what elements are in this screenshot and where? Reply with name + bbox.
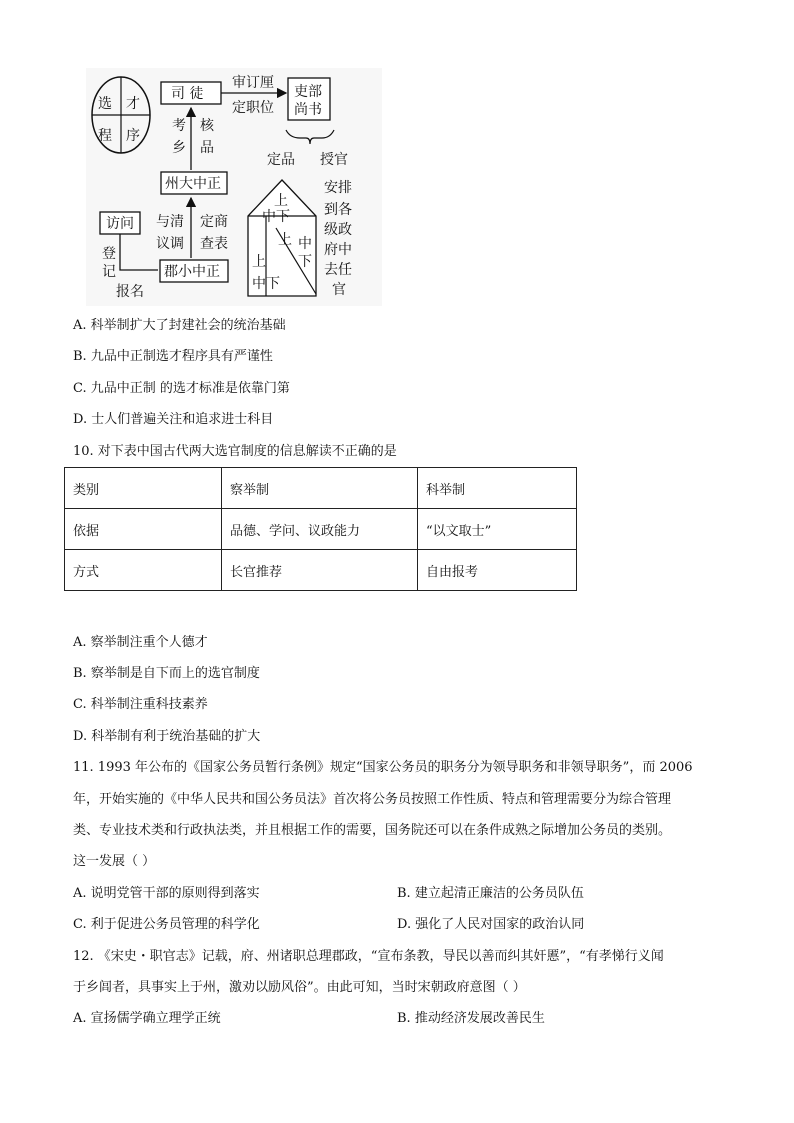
q12-line-1: 12. 《宋史・职官志》记载，府、州诸职总理郡政，“宣布条教，导民以善而纠其奸慝”，“有孝悌行义闻 (73, 949, 664, 964)
q9-option-b: B. 九品中正制选才程序具有严谨性 (73, 349, 273, 364)
yi-diao-label: 议调 (156, 236, 184, 252)
circle-text-3: 程 (98, 128, 112, 144)
q11-option-a: A. 说明党管干部的原则得到落实 (73, 886, 260, 901)
q11-line-4: 这一发展（ ） (73, 854, 156, 869)
circle-text-2: 才 (126, 96, 140, 112)
circle-text-1: 选 (98, 96, 112, 112)
q11-option-b: B. 建立起清正廉洁的公务员队伍 (397, 886, 584, 901)
pyramid-low-2: 中下 (252, 276, 280, 292)
right-col-6: 官 (332, 282, 346, 298)
zhou-da-label: 州大中正 (165, 176, 221, 192)
table-cell: 察举制 (222, 468, 418, 509)
diagram-svg (86, 68, 382, 306)
q10-stem: 10. 对下表中国古代两大选官制度的信息解读不正确的是 (73, 444, 397, 459)
libu-brace (286, 130, 334, 144)
table-cell: 品德、学问、议政能力 (222, 509, 418, 550)
comparison-table (64, 467, 577, 591)
deng-label: 登 (102, 246, 116, 262)
table-cell: 科举制 (418, 468, 577, 509)
q11-option-d: D. 强化了人民对国家的政治认同 (397, 917, 585, 932)
table-row (65, 509, 577, 550)
libu-label-2: 尚书 (294, 102, 322, 118)
q11-line-3: 类、专业技术类和行政执法类，并且根据工作的需要，国务院还可以在条件成熟之际增加公务员的类别。 (73, 823, 672, 838)
selection-process-diagram (86, 68, 382, 306)
kao-label: 考 (172, 118, 186, 134)
right-col-1: 安排 (324, 180, 352, 196)
xiang-label: 乡 (172, 140, 186, 156)
table-row (65, 550, 577, 591)
q10-option-c: C. 科举制注重科技素养 (73, 697, 208, 712)
fangwen-label: 访问 (106, 216, 134, 232)
he-label: 核 (200, 118, 214, 134)
q9-option-d: D. 士人们普遍关注和追求进士科目 (73, 412, 274, 427)
right-col-4: 府中 (324, 242, 352, 258)
pyramid-top-1: 上 (274, 193, 288, 209)
table-cell: “以文取士” (418, 509, 577, 550)
bao-ming-label: 报名 (116, 284, 144, 300)
ding-pin-label: 定品 (267, 152, 295, 168)
pin-label: 品 (200, 140, 214, 156)
ding-shang-label: 定商 (200, 214, 228, 230)
right-col-5: 去任 (324, 262, 352, 278)
pyramid-mid-2: 中 (298, 236, 312, 252)
circle-text-4: 序 (126, 128, 140, 144)
table-cell: 类别 (65, 468, 222, 509)
table-cell: 方式 (65, 550, 222, 591)
pyramid-low-1: 上 (252, 254, 266, 270)
fangwen-connector (120, 234, 158, 270)
shou-guan-label: 授官 (320, 152, 348, 168)
ji-label: 记 (102, 264, 116, 280)
table-cell: 自由报考 (418, 550, 577, 591)
pyramid-mid-3: 下 (298, 254, 312, 270)
q11-line-1: 11. 1993 年公布的《国家公务员暂行条例》规定“国家公务员的职务分为领导职务和非领导职务”，而 2006 (73, 760, 693, 775)
q10-option-d: D. 科举制有利于统治基础的扩大 (73, 729, 261, 744)
table-cell: 依据 (65, 509, 222, 550)
table-row (65, 468, 577, 509)
yu-qing-label: 与清 (156, 214, 184, 230)
q9-option-c: C. 九品中正制 的选才标准是依靠门第 (73, 381, 290, 396)
q10-option-a: A. 察举制注重个人德才 (73, 635, 208, 650)
table-cell: 长官推荐 (222, 550, 418, 591)
q9-option-a: A. 科举制扩大了封建社会的统治基础 (73, 318, 286, 333)
q12-option-b: B. 推动经济发展改善民生 (397, 1011, 545, 1026)
q11-line-2: 年，开始实施的《中华人民共和国公务员法》首次将公务员按照工作性质、特点和管理需要分为综合管理 (73, 792, 672, 807)
q12-option-a: A. 宣扬儒学确立理学正统 (73, 1011, 221, 1026)
pyramid-mid-1: 上 (278, 232, 292, 248)
right-col-2: 到各 (324, 202, 352, 218)
arrow-label-2: 定职位 (232, 100, 274, 116)
cha-biao-label: 查表 (200, 236, 228, 252)
arrow-label-1: 审订厘 (232, 75, 274, 91)
libu-label-1: 吏部 (294, 84, 322, 100)
q10-option-b: B. 察举制是自下而上的选官制度 (73, 666, 260, 681)
situ-label: 司 徒 (171, 86, 204, 102)
q12-line-2: 于乡闾者，具事实上于州，激劝以励风俗”。由此可知，当时宋朝政府意图（ ） (73, 980, 526, 995)
pyramid-top-2: 中下 (262, 209, 290, 225)
right-col-3: 级政 (324, 222, 352, 238)
q11-option-c: C. 利于促进公务员管理的科学化 (73, 917, 260, 932)
jun-xiao-label: 郡小中正 (164, 264, 220, 280)
